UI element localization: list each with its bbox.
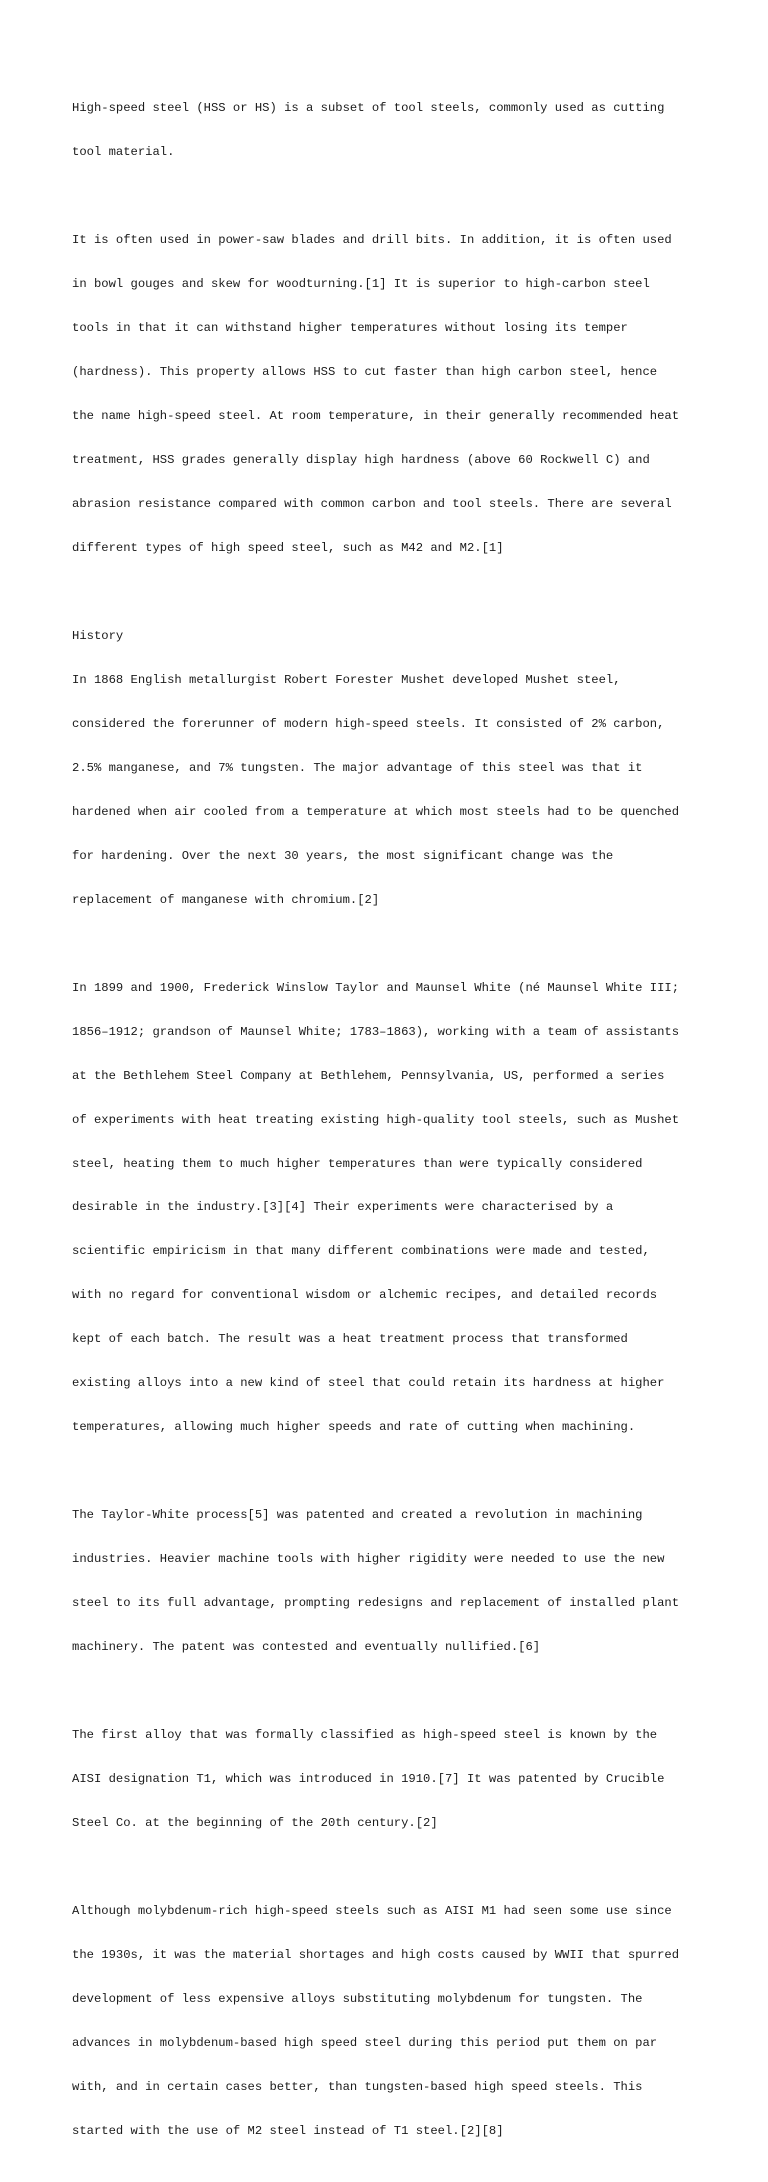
paragraph-process bbox=[72, 1479, 702, 1684]
paragraph-intro bbox=[72, 72, 702, 189]
text-line: In 1868 English metallurgist Robert Forester Mushet developed Mushet steel, bbox=[72, 672, 621, 687]
document-page bbox=[72, 72, 702, 2182]
paragraph-history bbox=[72, 600, 702, 937]
text-line: treatment, HSS grades generally display high hardness (above 60 Rockwell C) and bbox=[72, 453, 650, 468]
text-line: Although molybdenum-rich high-speed steels such as AISI M1 had seen some use since bbox=[72, 1903, 672, 1918]
text-line: the 1930s, it was the material shortages and high costs caused by WWII that spurred bbox=[72, 1947, 680, 1962]
text-line: started with the use of M2 steel instead of T1 steel.[2][8] bbox=[72, 2123, 504, 2138]
paragraph-molybdenum bbox=[72, 1875, 702, 2168]
text-line: development of less expensive alloys substituting molybdenum for tungsten. The bbox=[72, 1991, 643, 2006]
text-line: industries. Heavier machine tools with higher rigidity were needed to use the new bbox=[72, 1552, 665, 1567]
text-line: It is often used in power-saw blades and drill bits. In addition, it is often used bbox=[72, 233, 672, 248]
text-line: temperatures, allowing much higher speeds and rate of cutting when machining. bbox=[72, 1420, 636, 1435]
text-line: 1856–1912; grandson of Maunsel White; 1783–1863), working with a team of assistants bbox=[72, 1024, 680, 1039]
text-line: existing alloys into a new kind of steel that could retain its hardness at higher bbox=[72, 1376, 665, 1391]
text-line: hardened when air cooled from a temperature at which most steels had to be quenched bbox=[72, 804, 680, 819]
text-line: tool material. bbox=[72, 145, 175, 160]
text-line: advances in molybdenum-based high speed steel during this period put them on par bbox=[72, 2035, 658, 2050]
text-line: scientific empiricism in that many different combinations were made and tested, bbox=[72, 1244, 650, 1259]
text-line: High-speed steel (HSS or HS) is a subset of tool steels, commonly used as cutting bbox=[72, 101, 665, 116]
text-line: steel, heating them to much higher temperatures than were typically considered bbox=[72, 1156, 643, 1171]
paragraph-taylor-white bbox=[72, 951, 702, 1464]
text-line: machinery. The patent was contested and eventually nullified.[6] bbox=[72, 1640, 541, 1655]
text-line: considered the forerunner of modern high-speed steels. It consisted of 2% carbon, bbox=[72, 716, 665, 731]
text-line: for hardening. Over the next 30 years, the most significant change was the bbox=[72, 848, 614, 863]
text-line: kept of each batch. The result was a heat treatment process that transformed bbox=[72, 1332, 628, 1347]
text-line: desirable in the industry.[3][4] Their experiments were characterised by a bbox=[72, 1200, 614, 1215]
text-line: with, and in certain cases better, than tungsten-based high speed steels. This bbox=[72, 2079, 643, 2094]
text-line: The Taylor-White process[5] was patented and created a revolution in machining bbox=[72, 1508, 643, 1523]
text-line: (hardness). This property allows HSS to cut faster than high carbon steel, hence bbox=[72, 365, 658, 380]
text-line: at the Bethlehem Steel Company at Bethlehem, Pennsylvania, US, performed a series bbox=[72, 1068, 665, 1083]
text-line: tools in that it can withstand higher temperatures without losing its temper bbox=[72, 321, 628, 336]
text-line: replacement of manganese with chromium.[2] bbox=[72, 892, 380, 907]
text-line: of experiments with heat treating existing high-quality tool steels, such as Mushet bbox=[72, 1112, 680, 1127]
text-line: In 1899 and 1900, Frederick Winslow Taylor and Maunsel White (né Maunsel White III; bbox=[72, 980, 680, 995]
text-line: different types of high speed steel, such as M42 and M2.[1] bbox=[72, 540, 504, 555]
text-line: abrasion resistance compared with common carbon and tool steels. There are several bbox=[72, 497, 672, 512]
text-line: The first alloy that was formally classified as high-speed steel is known by the bbox=[72, 1728, 658, 1743]
text-line: in bowl gouges and skew for woodturning.[1] It is superior to high-carbon steel bbox=[72, 277, 650, 292]
paragraph-t1 bbox=[72, 1699, 702, 1860]
text-line: AISI designation T1, which was introduced in 1910.[7] It was patented by Crucible bbox=[72, 1772, 665, 1787]
paragraph-uses bbox=[72, 204, 702, 585]
text-line: Steel Co. at the beginning of the 20th century.[2] bbox=[72, 1816, 438, 1831]
text-line: 2.5% manganese, and 7% tungsten. The major advantage of this steel was that it bbox=[72, 760, 643, 775]
section-heading-history: History bbox=[72, 628, 124, 643]
text-line: the name high-speed steel. At room temperature, in their generally recommended heat bbox=[72, 409, 680, 424]
text-line: steel to its full advantage, prompting redesigns and replacement of installed plant bbox=[72, 1596, 680, 1611]
text-line: with no regard for conventional wisdom or alchemic recipes, and detailed records bbox=[72, 1288, 658, 1303]
